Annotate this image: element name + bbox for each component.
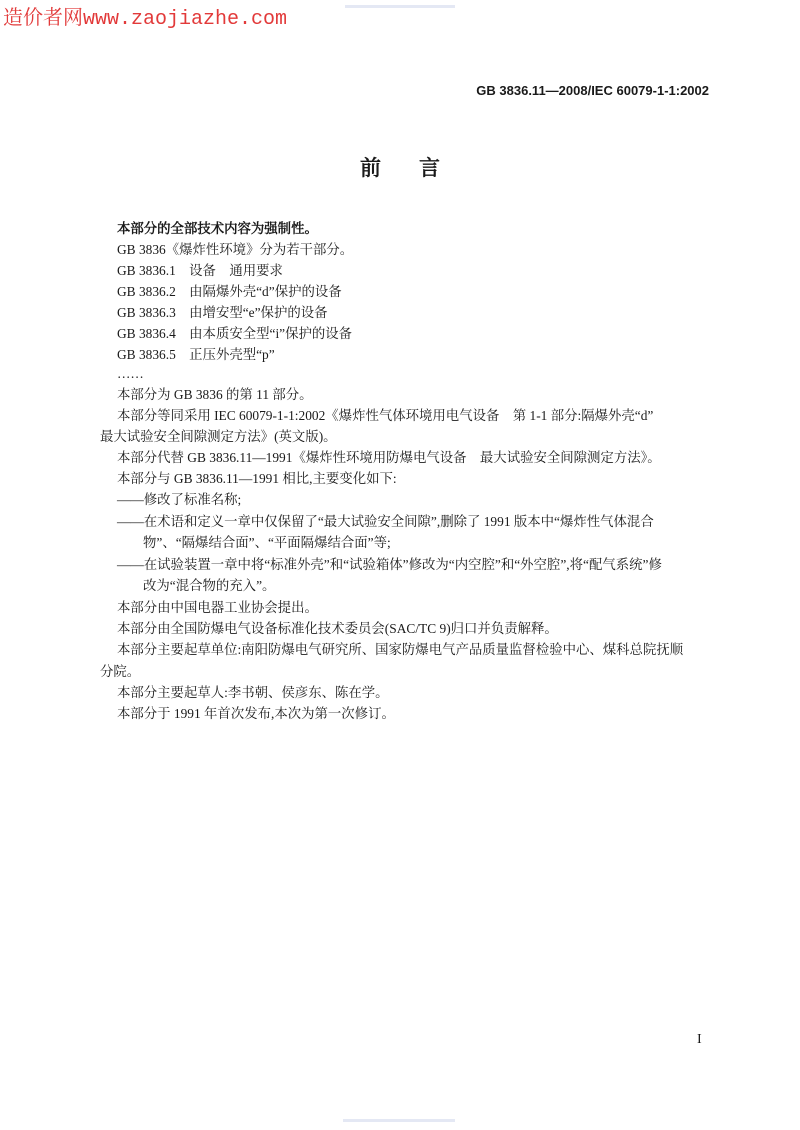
faint-footer-strip: [343, 1119, 455, 1122]
paragraph: 本部分主要起草单位:南阳防爆电气研究所、国家防爆电气产品质量监督检验中心、煤科总院抚顺: [117, 642, 684, 657]
list-item: GB 3836.3 由增安型“e”保护的设备: [117, 305, 328, 320]
paragraph: 本部分的全部技术内容为强制性。: [117, 221, 318, 236]
paragraph: 本部分等同采用 IEC 60079-1-1:2002《爆炸性气体环境用电气设备 第 1-1 部分:隔爆外壳“d”: [117, 408, 654, 423]
paragraph: 本部分代替 GB 3836.11—1991《爆炸性环境用防爆电气设备 最大试验安全间隙测定方法》。: [117, 450, 661, 465]
list-item: GB 3836.4 由本质安全型“i”保护的设备: [117, 326, 353, 341]
paragraph: 本部分由全国防爆电气设备标准化技术委员会(SAC/TC 9)归口并负责解释。: [117, 621, 558, 636]
list-item: GB 3836.1 设备 通用要求: [117, 263, 283, 278]
standard-number: GB 3836.11—2008/IEC 60079-1-1:2002: [476, 83, 709, 98]
change-item-continuation: 物”、“隔爆结合面”、“平面隔爆结合面”等;: [143, 535, 391, 550]
paragraph-continuation: 最大试验安全间隙测定方法》(英文版)。: [100, 429, 337, 444]
ellipsis: ……: [117, 366, 144, 381]
paragraph: 本部分由中国电器工业协会提出。: [117, 600, 318, 615]
paragraph: 本部分于 1991 年首次发布,本次为第一次修订。: [117, 706, 395, 721]
paragraph: GB 3836《爆炸性环境》分为若干部分。: [117, 242, 354, 257]
change-item-continuation: 改为“混合物的充入”。: [143, 578, 276, 593]
list-item: GB 3836.2 由隔爆外壳“d”保护的设备: [117, 284, 342, 299]
paragraph: 本部分与 GB 3836.11—1991 相比,主要变化如下:: [117, 471, 397, 486]
change-item: ——在试验装置一章中将“标准外壳”和“试验箱体”修改为“内空腔”和“外空腔”,将“配气系统”修: [117, 557, 662, 572]
change-item: ——修改了标准名称;: [117, 492, 242, 507]
paragraph: 本部分主要起草人:李书朝、侯彦东、陈在学。: [117, 685, 389, 700]
paragraph: 本部分为 GB 3836 的第 11 部分。: [117, 387, 313, 402]
faint-header-strip: [345, 5, 455, 8]
page-title: 前言: [360, 156, 478, 180]
list-item: GB 3836.5 正压外壳型“p”: [117, 347, 275, 362]
paragraph-continuation: 分院。: [100, 664, 141, 679]
page-number: I: [697, 1032, 702, 1047]
change-item: ——在术语和定义一章中仅保留了“最大试验安全间隙”,删除了 1991 版本中“爆炸性气体混合: [117, 514, 654, 529]
site-watermark[interactable]: 造价者网www.zaojiazhe.com: [3, 8, 288, 31]
